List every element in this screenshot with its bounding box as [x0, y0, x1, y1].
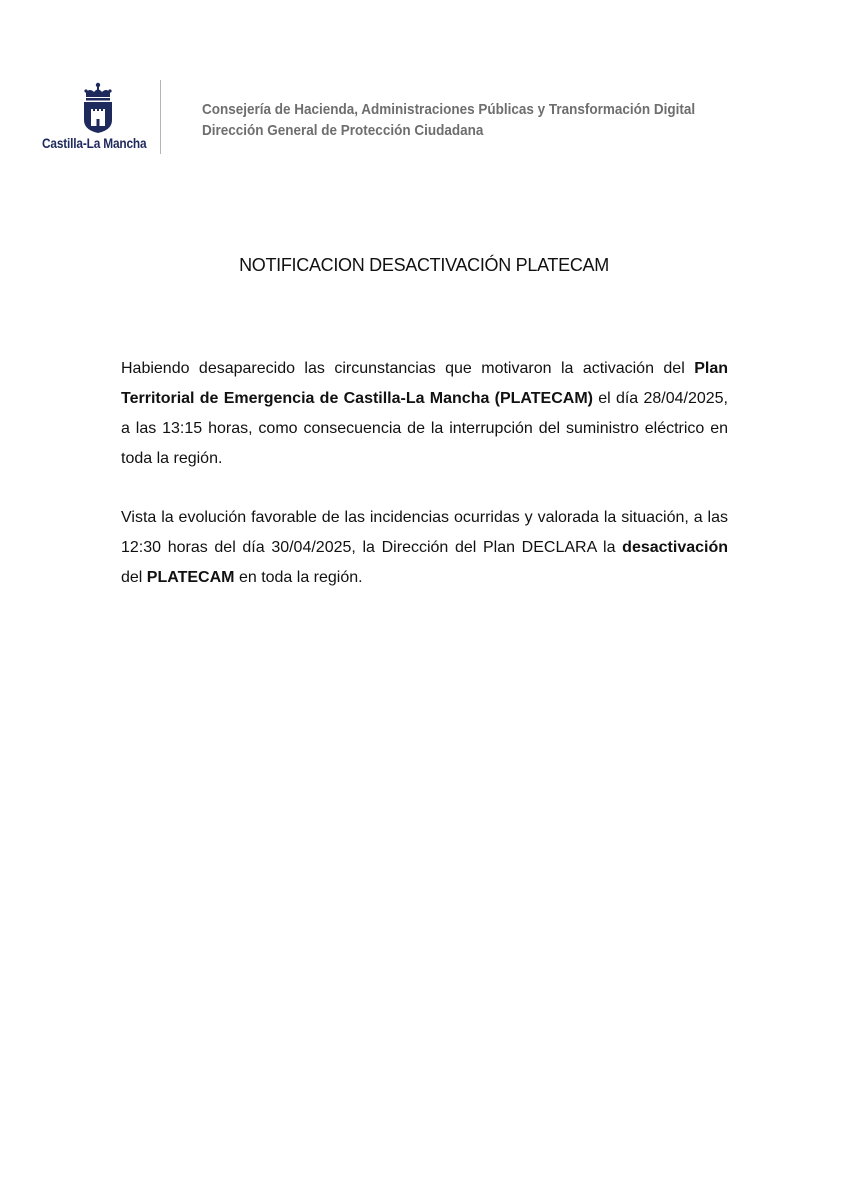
header-direccion-general: Dirección General de Protección Ciudadana	[202, 122, 484, 139]
logo-text: Castilla-La Mancha	[42, 136, 147, 151]
header-consejeria: Consejería de Hacienda, Administraciones Públicas y Transformación Digital	[202, 101, 696, 118]
paragraph2-text-b: del	[121, 569, 147, 586]
paragraph1-bold-plan: Plan Territorial de Emergencia de Castilla-La Mancha (PLATECAM)	[121, 360, 728, 407]
castle-crown-icon	[80, 82, 116, 134]
paragraph2-text-a: Vista la evolución favorable de las incidencias ocurridas y valorada la situación, a las 12:30 horas del día 30/04/2025, la Dirección del Plan DECLARA la	[121, 509, 728, 556]
castilla-la-mancha-logo	[40, 78, 158, 158]
paragraph1-text-a: Habiendo desaparecido las circunstancias que motivaron la activación del	[121, 360, 695, 377]
paragraph-deactivation	[121, 503, 728, 593]
paragraph1-text-b: el día 28/04/2025, a las 13:15 horas, como consecuencia de la interrupción del suministro eléctrico en toda la región.	[121, 390, 728, 467]
paragraph2-text-c: en toda la región.	[234, 569, 363, 586]
paragraph-activation	[121, 354, 728, 474]
paragraph2-bold-desactivacion: desactivación	[622, 539, 728, 556]
document-title: NOTIFICACION DESACTIVACIÓN PLATECAM	[239, 255, 609, 275]
paragraph2-bold-platecam: PLATECAM	[146, 569, 235, 586]
header-organization	[202, 99, 695, 141]
document-header	[40, 78, 740, 158]
header-divider	[160, 80, 161, 154]
